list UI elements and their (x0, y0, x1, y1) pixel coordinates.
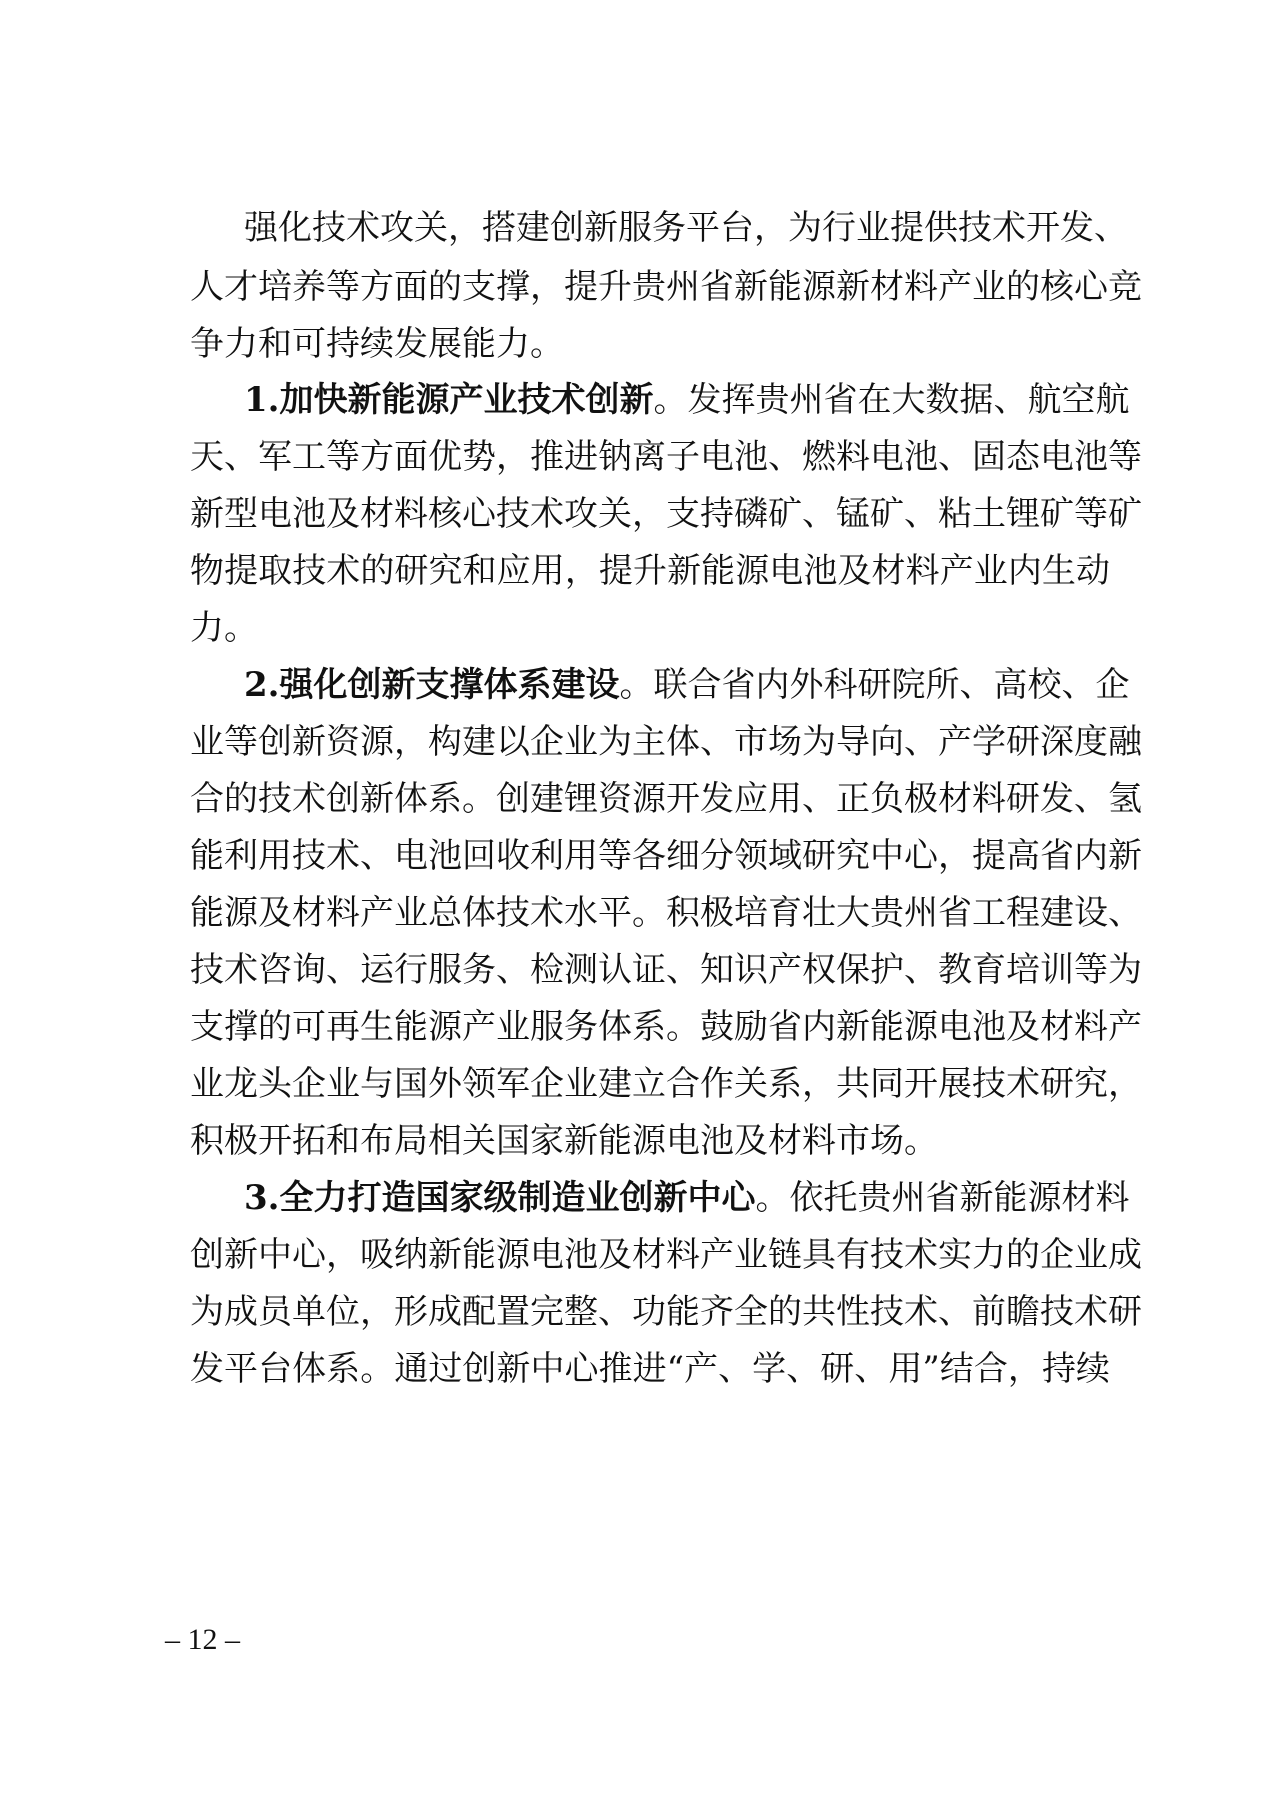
paragraph-line-with-heading (244, 380, 1130, 420)
section-heading: 1.加快新能源产业技术创新 (244, 380, 654, 420)
paragraph-text: 。依托贵州省新能源材料 (755, 1178, 1130, 1218)
paragraph-line: 创新中心，吸纳新能源电池及材料产业链具有技术实力的企业成 (190, 1235, 1142, 1275)
paragraph-line: 支撑的可再生能源产业服务体系。鼓励省内新能源电池及材料产 (190, 1007, 1142, 1047)
paragraph-line: 业等创新资源，构建以企业为主体、市场为导向、产学研深度融 (190, 722, 1142, 762)
paragraph-line: 发平台体系。通过创新中心推进“产、学、研、用”结合，持续 (190, 1349, 1110, 1389)
paragraph-line: 技术咨询、运行服务、检测认证、知识产权保护、教育培训等为 (190, 950, 1142, 990)
paragraph-text: 。发挥贵州省在大数据、航空航 (653, 380, 1130, 420)
paragraph-line: 积极开拓和布局相关国家新能源电池及材料市场。 (190, 1121, 938, 1161)
paragraph-line: 能利用技术、电池回收利用等各细分领域研究中心，提高省内新 (190, 836, 1142, 876)
section-heading: 2.强化创新支撑体系建设 (244, 665, 620, 705)
paragraph-line: 力。 (190, 608, 258, 648)
paragraph-line: 人才培养等方面的支撑，提升贵州省新能源新材料产业的核心竞 (190, 267, 1142, 307)
paragraph-line: 业龙头企业与国外领军企业建立合作关系，共同开展技术研究， (190, 1064, 1142, 1104)
paragraph-line: 合的技术创新体系。创建锂资源开发应用、正负极材料研发、氢 (190, 779, 1142, 819)
page-number: – 12 – (165, 1623, 240, 1656)
paragraph-line: 强化技术攻关，搭建创新服务平台，为行业提供技术开发、 (244, 208, 1128, 248)
paragraph-text: 。联合省内外科研院所、高校、企 (619, 665, 1130, 705)
paragraph-line: 能源及材料产业总体技术水平。积极培育壮大贵州省工程建设、 (190, 893, 1142, 933)
paragraph-line: 新型电池及材料核心技术攻关，支持磷矿、锰矿、粘土锂矿等矿 (190, 494, 1142, 534)
paragraph-line: 为成员单位，形成配置完整、功能齐全的共性技术、前瞻技术研 (190, 1292, 1142, 1332)
paragraph-line: 天、军工等方面优势，推进钠离子电池、燃料电池、固态电池等 (190, 437, 1142, 477)
section-heading: 3.全力打造国家级制造业创新中心 (244, 1178, 756, 1218)
paragraph-line: 争力和可持续发展能力。 (190, 324, 564, 364)
paragraph-line-with-heading (244, 665, 1130, 705)
paragraph-line-with-heading (244, 1178, 1130, 1218)
paragraph-line: 物提取技术的研究和应用，提升新能源电池及材料产业内生动 (190, 551, 1110, 591)
